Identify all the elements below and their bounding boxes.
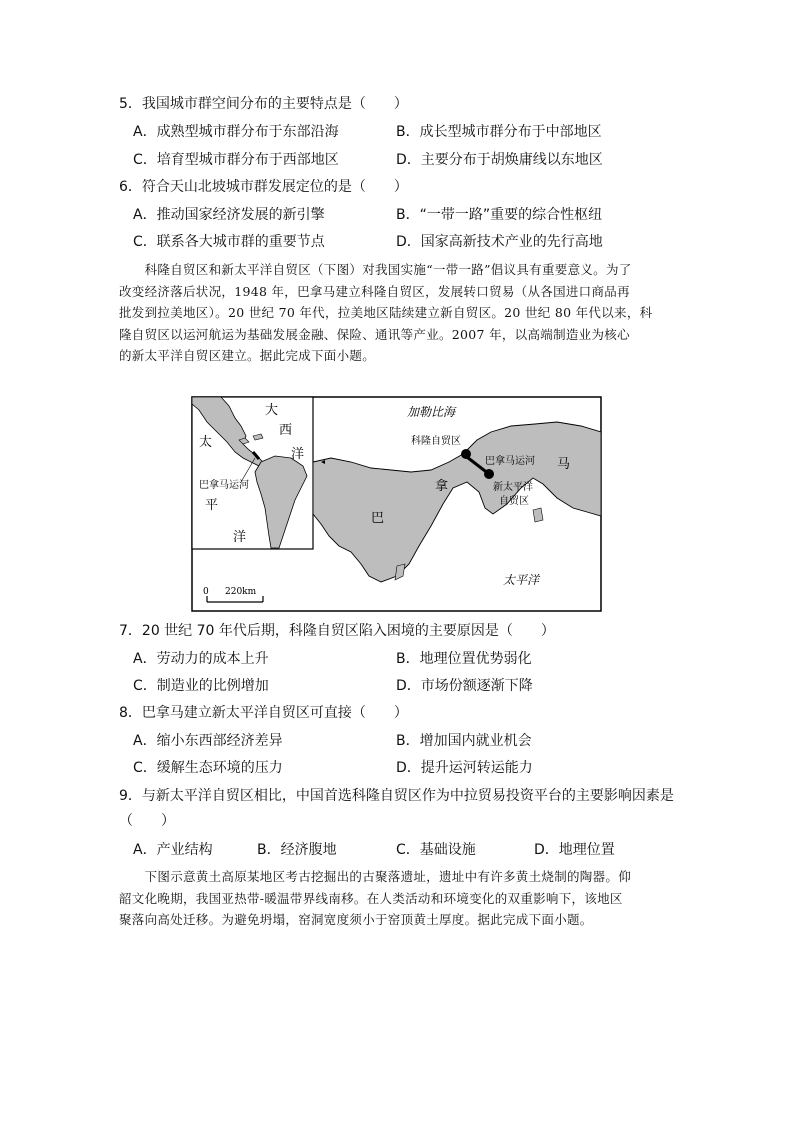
new-pacific-zone-label-2: 自贸区	[499, 496, 529, 507]
colon-zone-marker	[461, 449, 471, 459]
q8-option-b: B．增加国内就业机会	[396, 733, 532, 749]
passage1-line: 隆自贸区以运河航运为基础发展金融、保险、通讯等产业。2007 年，以高端制造业为核心	[119, 326, 630, 342]
inset-atlantic-label-3: 洋	[291, 447, 305, 462]
inset-map	[192, 397, 313, 549]
new-pacific-zone-label-1: 新太平洋	[493, 482, 533, 493]
country-char-ma: 马	[557, 457, 571, 472]
inset-pacific-label-3: 洋	[233, 530, 247, 545]
q9-option-d: D．地理位置	[534, 842, 615, 858]
passage-loess-settlement	[119, 866, 679, 931]
q7-option-c: C．制造业的比例增加	[133, 678, 269, 694]
q5-stem: 5．我国城市群空间分布的主要特点是（ ）	[119, 96, 408, 112]
canal-label: 巴拿马运河	[485, 456, 535, 467]
country-char-na: 拿	[435, 479, 449, 494]
q6-stem: 6．符合天山北坡城市群发展定位的是（ ）	[119, 179, 408, 195]
passage1-line: 的新太平洋自贸区建立。据此完成下面小题。	[119, 348, 376, 363]
q8-option-a: A．缩小东西部经济差异	[133, 733, 283, 749]
q7-option-b: B．地理位置优势弱化	[396, 651, 532, 667]
island	[533, 508, 543, 522]
new-pacific-zone-marker	[484, 469, 494, 479]
inset-canal-label: 巴拿马运河	[199, 480, 249, 491]
q7-option-a: A．劳动力的成本上升	[133, 651, 269, 667]
q8-option-d: D．提升运河转运能力	[396, 760, 533, 776]
passage1-line: 改变经济落后状况，1948 年，巴拿马建立科隆自贸区，发展转口贸易（从各国进口商品再	[119, 283, 630, 299]
q9-option-b: B．经济腹地	[257, 842, 337, 858]
passage2-line: 聚落向高处迁移。为避免坍塌，窑洞宽度须小于窑顶黄土厚度。据此完成下面小题。	[119, 912, 593, 927]
q5-option-b: B．成长型城市群分布于中部地区	[396, 124, 602, 140]
q9-option-a: A．产业结构	[133, 842, 213, 858]
q7-option-d: D．市场份额逐渐下降	[396, 678, 533, 694]
q9-stem-continuation: （ ）	[119, 813, 175, 829]
q8-stem: 8．巴拿马建立新太平洋自贸区可直接（ ）	[119, 705, 408, 721]
panama-map	[191, 396, 602, 612]
inset-pacific-label-2: 平	[205, 498, 219, 513]
q6-option-d: D．国家高新技术产业的先行高地	[396, 234, 603, 250]
caribbean-label: 加勒比海	[407, 405, 456, 419]
country-char-ba: 巴	[371, 511, 385, 526]
q6-option-b: B．“一带一路”重要的综合性枢纽	[396, 207, 603, 223]
q5-option-d: D．主要分布于胡焕庸线以东地区	[396, 152, 603, 168]
q5-option-c: C．培育型城市群分布于西部地区	[133, 152, 339, 168]
passage-free-trade-zones	[119, 259, 679, 367]
scale-value-label: 220km	[225, 587, 257, 597]
q5-option-a: A．成熟型城市群分布于东部沿海	[133, 124, 339, 140]
q9-option-c: C．基础设施	[396, 842, 476, 858]
passage1-line: 科隆自贸区和新太平洋自贸区（下图）对我国实施“一带一路”倡议具有重要意义。为了	[119, 262, 632, 277]
passage2-line: 下图示意黄土高原某地区考古挖掘出的古聚落遗址，遗址中有许多黄土烧制的陶器。仰	[119, 869, 632, 884]
inset-pacific-label-1: 太	[199, 435, 213, 450]
scale-zero-label: 0	[203, 587, 209, 597]
inset-atlantic-label-1: 大	[265, 403, 279, 418]
pacific-label: 太平洋	[503, 573, 540, 587]
q8-option-c: C．缓解生态环境的压力	[133, 760, 283, 776]
q9-stem: 9．与新太平洋自贸区相比，中国首选科隆自贸区作为中拉贸易投资平台的主要影响因素是	[119, 788, 674, 804]
inset-atlantic-label-2: 西	[279, 423, 293, 438]
q6-option-a: A．推动国家经济发展的新引擎	[133, 207, 325, 223]
q6-option-c: C．联系各大城市群的重要节点	[133, 234, 325, 250]
passage2-line: 韶文化晚期，我国亚热带-暖温带界线南移。在人类活动和环境变化的双重影响下，该地区	[119, 890, 623, 906]
q7-stem: 7．20 世纪 70 年代后期，科隆自贸区陷入困境的主要原因是（ ）	[119, 623, 555, 639]
colon-zone-label: 科隆自贸区	[411, 436, 461, 447]
passage1-line: 批发到拉美地区）。20 世纪 70 年代，拉美地区陆续建立新自贸区。20 世纪 80 年代以来，科	[119, 305, 653, 320]
